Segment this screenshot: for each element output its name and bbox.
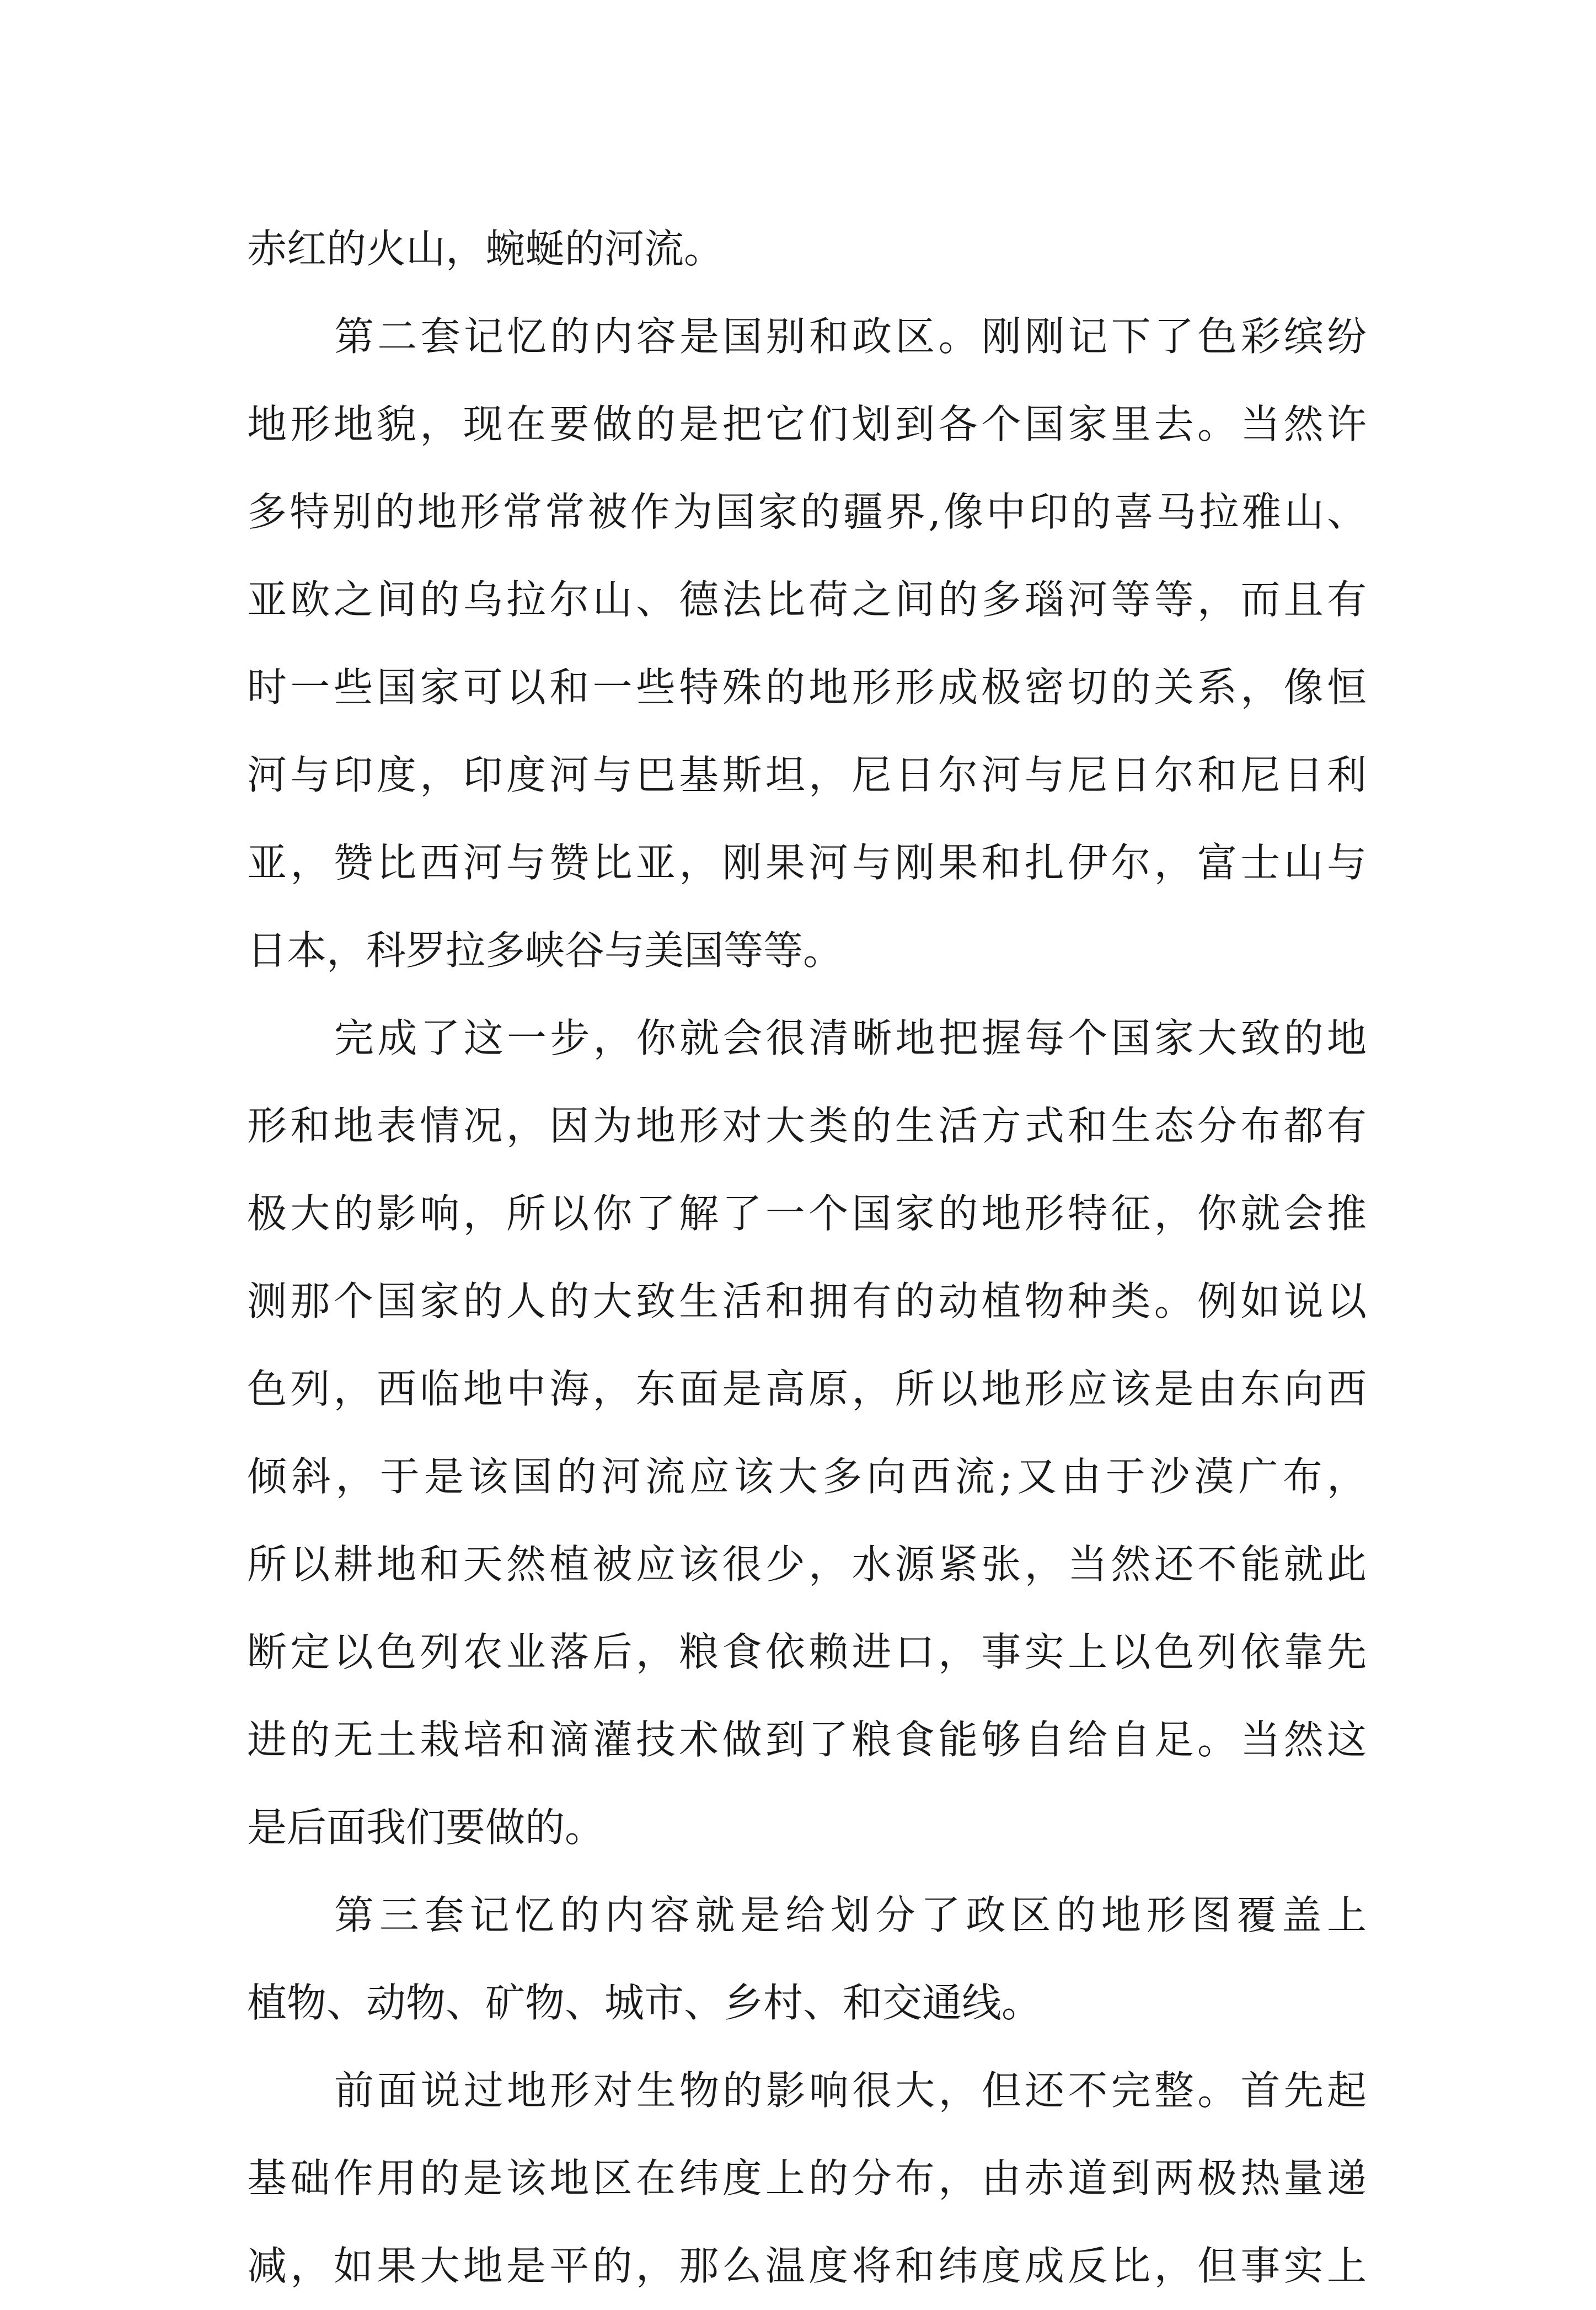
text-line: 亚，赞比西河与赞比亚，刚果河与刚果和扎伊尔，富士山与 [247,839,1367,886]
text-line: 日本，科罗拉多峡谷与美国等等。 [247,927,843,974]
text-line: 所以耕地和天然植被应该很少，水源紧张，当然还不能就此 [247,1541,1367,1587]
text-line: 前面说过地形对生物的影响很大，但还不完整。首先起 [334,2067,1367,2114]
text-line: 完成了这一步，你就会很清晰地把握每个国家大致的地 [334,1015,1367,1061]
text-line: 基础作用的是该地区在纬度上的分布，由赤道到两极热量递 [247,2155,1367,2201]
text-line: 第二套记忆的内容是国别和政区。刚刚记下了色彩缤纷 [334,313,1367,360]
text-line: 色列，西临地中海，东面是高原，所以地形应该是由东向西 [247,1366,1367,1412]
text-line: 亚欧之间的乌拉尔山、德法比荷之间的多瑙河等等，而且有 [247,576,1367,623]
text-line: 赤红的火山，蜿蜒的河流。 [247,226,724,272]
text-line: 第三套记忆的内容就是给划分了政区的地形图覆盖上 [334,1892,1367,1938]
text-line: 进的无土栽培和滴灌技术做到了粮食能够自给自足。当然这 [247,1717,1367,1763]
text-line: 倾斜，于是该国的河流应该大多向西流;又由于沙漠广布， [247,1453,1367,1500]
text-line: 时一些国家可以和一些特殊的地形形成极密切的关系，像恒 [247,664,1367,710]
text-line: 极大的影响，所以你了解了一个国家的地形特征，你就会推 [247,1190,1367,1237]
text-line: 植物、动物、矿物、城市、乡村、和交通线。 [247,1980,1042,2026]
text-line: 多特别的地形常常被作为国家的疆界,像中印的喜马拉雅山、 [247,489,1367,535]
text-line: 形和地表情况，因为地形对大类的生活方式和生态分布都有 [247,1103,1367,1149]
text-line: 是后面我们要做的。 [247,1804,605,1851]
text-line: 河与印度，印度河与巴基斯坦，尼日尔河与尼日尔和尼日利 [247,752,1367,798]
text-line: 测那个国家的人的大致生活和拥有的动植物种类。例如说以 [247,1278,1367,1324]
body-text [247,205,1367,2310]
text-line: 减，如果大地是平的，那么温度将和纬度成反比，但事实上 [247,2243,1367,2289]
text-line: 断定以色列农业落后，粮食依赖进口，事实上以色列依靠先 [247,1629,1367,1675]
text-line: 地形地貌，现在要做的是把它们划到各个国家里去。当然许 [247,401,1367,447]
